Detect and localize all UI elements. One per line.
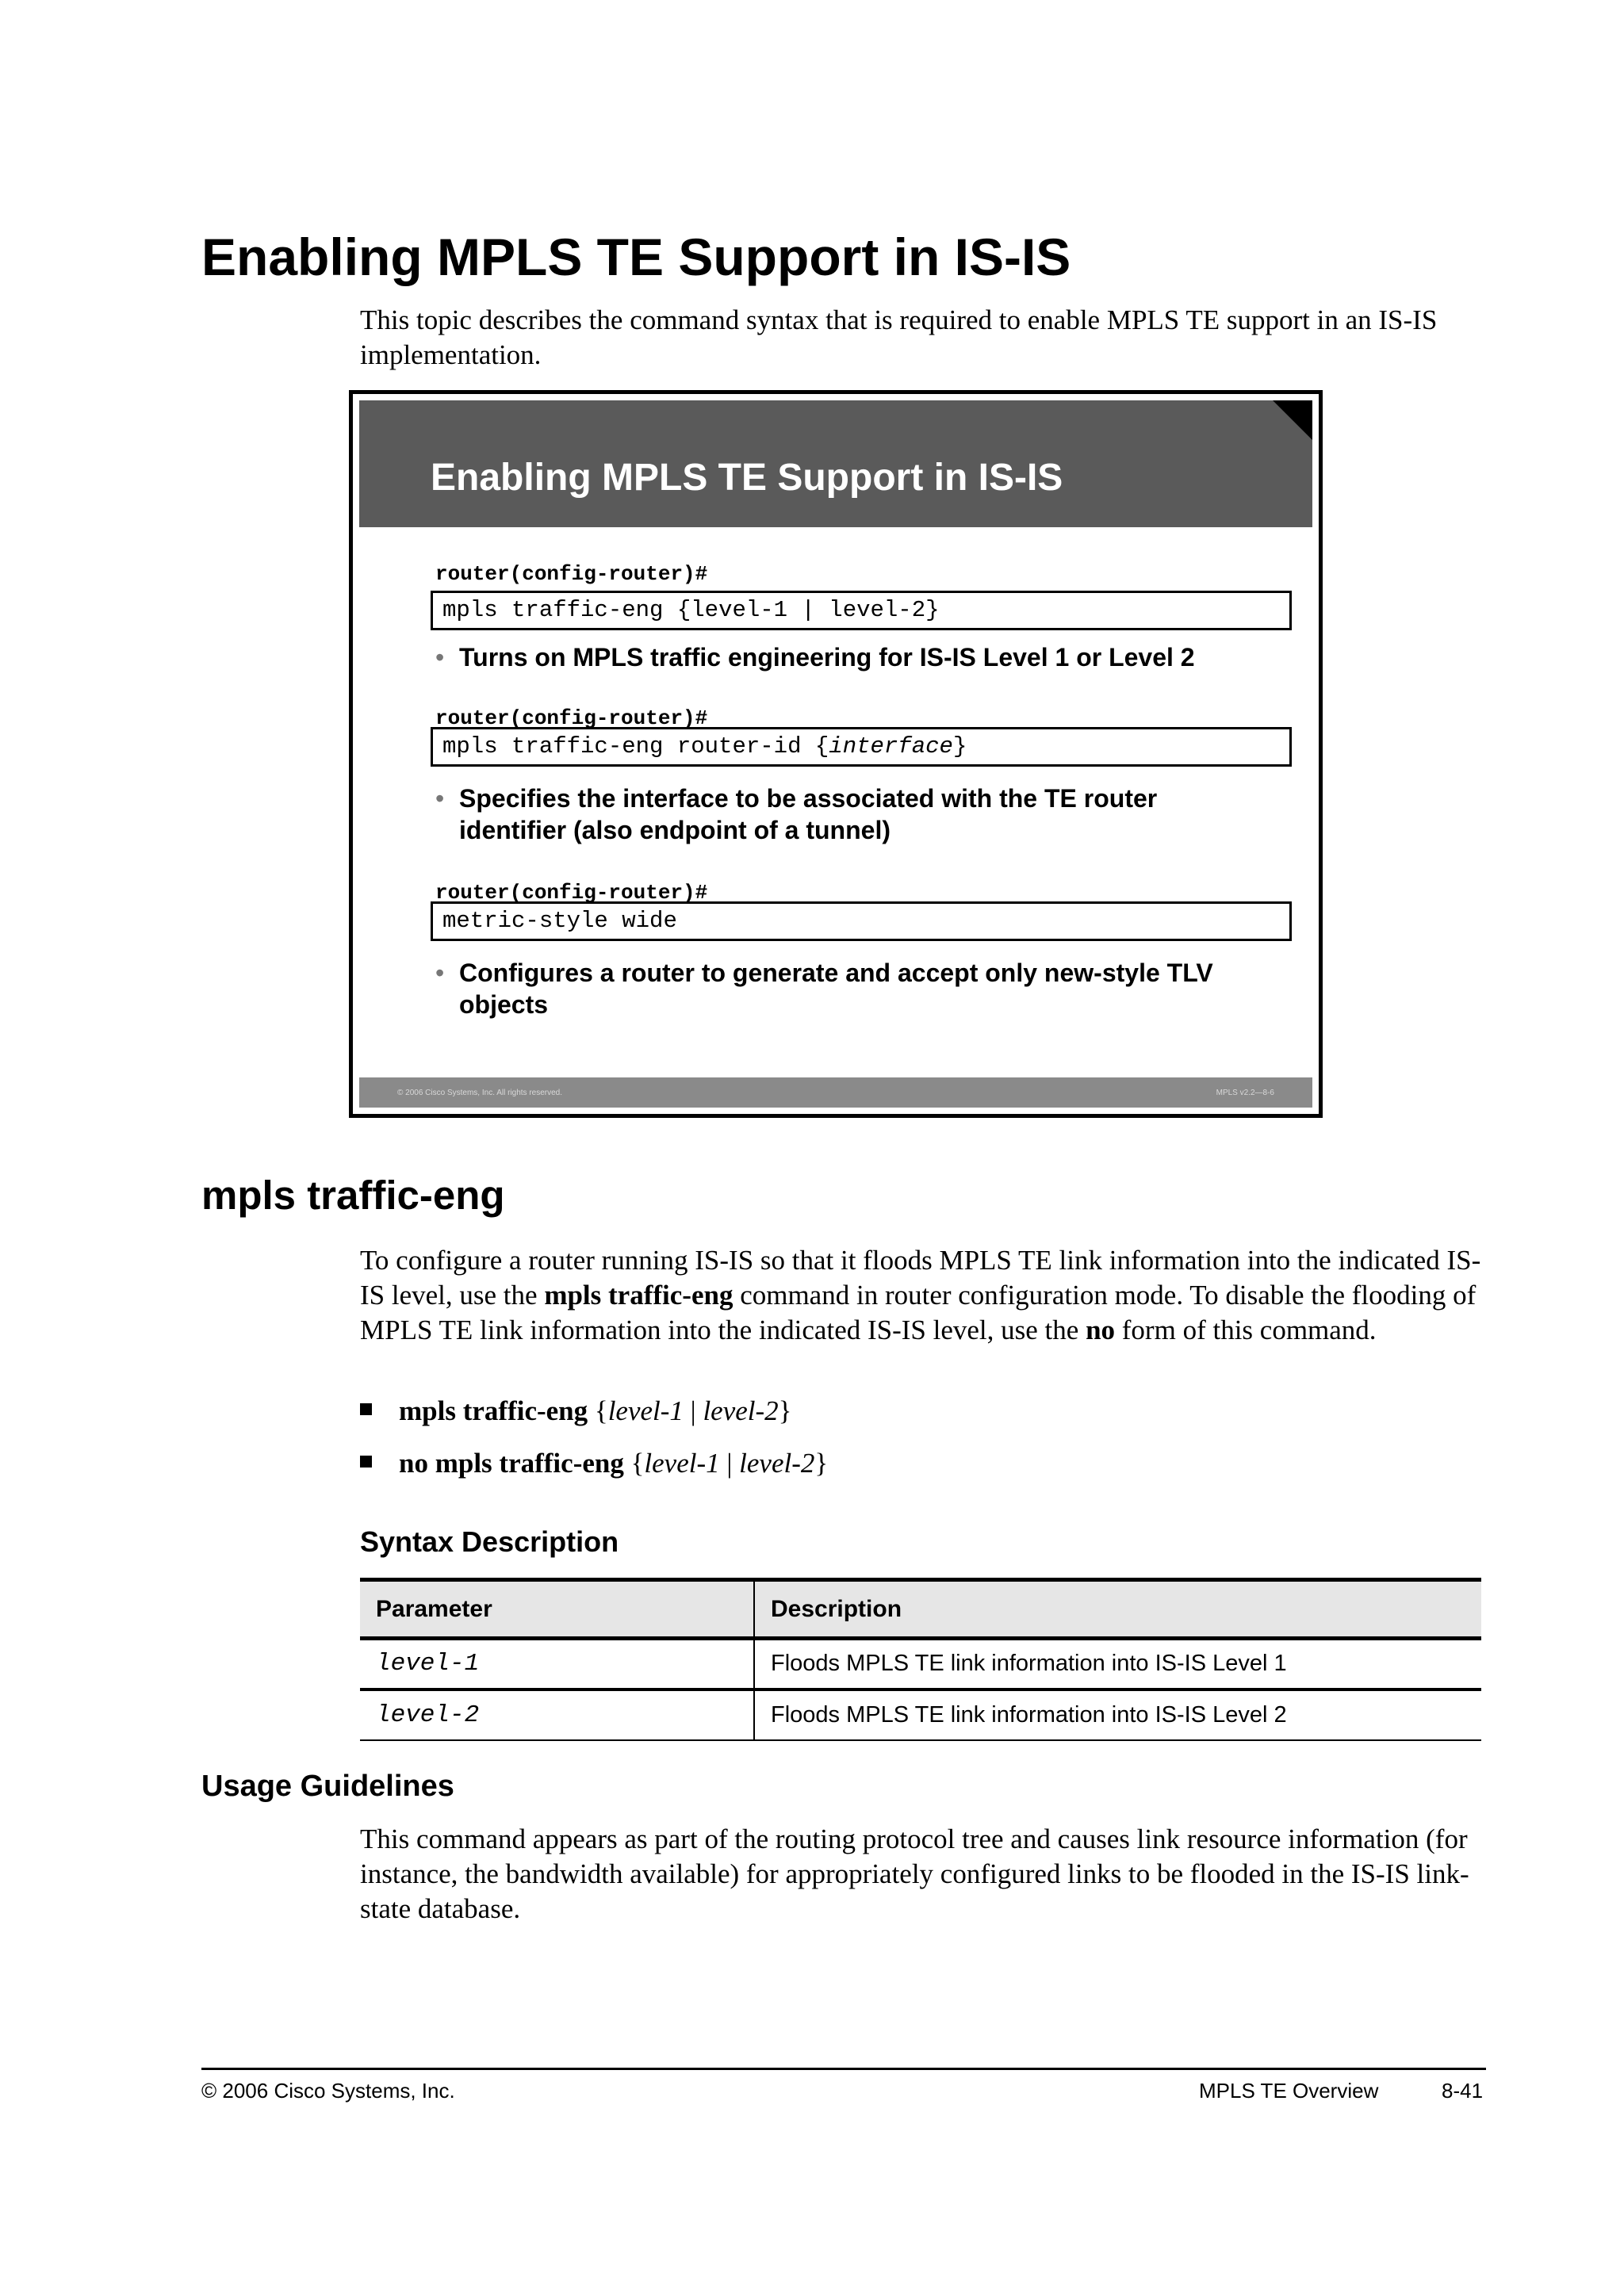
syntax-option: level-1 bbox=[644, 1448, 720, 1479]
footer-page-number: 8-41 bbox=[1442, 2079, 1484, 2103]
slide-number: MPLS v2.2—8-6 bbox=[1216, 1089, 1274, 1097]
description-cell: Floods MPLS TE link information into IS-IS Level 1 bbox=[754, 1639, 1481, 1689]
table-header-row bbox=[360, 1580, 1481, 1639]
slide-figure bbox=[349, 390, 1323, 1118]
paragraph-bold-command: mpls traffic-eng bbox=[544, 1280, 733, 1311]
square-bullet-icon bbox=[360, 1403, 372, 1415]
column-header: Description bbox=[754, 1580, 1481, 1639]
slide-corner-mark bbox=[1273, 400, 1312, 440]
parameter-cell: level-2 bbox=[360, 1689, 754, 1740]
syntax-command: no mpls traffic-eng bbox=[399, 1448, 624, 1479]
syntax-separator: | bbox=[683, 1395, 703, 1426]
command-text: mpls traffic-eng router-id bbox=[442, 733, 815, 760]
footer-section-title: MPLS TE Overview bbox=[1199, 2079, 1379, 2103]
usage-paragraph: This command appears as part of the routing protocol tree and causes link resource information (for instance, the bandwidth available) for appropriately configured links to be flooded in the IS-IS link-state database. bbox=[360, 1823, 1469, 1924]
syntax-separator: | bbox=[719, 1448, 740, 1479]
table-row bbox=[360, 1639, 1481, 1689]
column-header: Parameter bbox=[360, 1580, 754, 1639]
slide-bullet: • Configures a router to generate and accept only new-style TLV objects bbox=[435, 957, 1260, 1020]
footer-copyright: © 2006 Cisco Systems, Inc. bbox=[201, 2079, 455, 2103]
page-title: Enabling MPLS TE Support in IS-IS bbox=[201, 228, 1071, 286]
slide-copyright: © 2006 Cisco Systems, Inc. All rights reserved. bbox=[397, 1089, 563, 1097]
slide-command-box bbox=[431, 727, 1292, 767]
slide-bullet-text: Configures a router to generate and accept only new-style TLV objects bbox=[459, 959, 1213, 1019]
slide-bullet-text: Turns on MPLS traffic engineering for IS-IS Level 1 or Level 2 bbox=[459, 643, 1195, 672]
intro-paragraph: This topic describes the command syntax that is required to enable MPLS TE support in an IS-IS implementation. bbox=[360, 304, 1438, 370]
brace-open: { bbox=[623, 1448, 645, 1479]
syntax-table bbox=[360, 1578, 1481, 1741]
syntax-option: level-2 bbox=[703, 1395, 779, 1426]
command-text: mpls traffic-eng bbox=[442, 597, 677, 623]
command-options: {level-1 | level-2} bbox=[676, 597, 940, 623]
slide-prompt: router(config-router)# bbox=[435, 881, 708, 905]
slide-prompt: router(config-router)# bbox=[435, 706, 708, 730]
brace-close: } bbox=[814, 1448, 829, 1479]
paragraph-text: To configure a router running IS-IS so that it floods MPLS TE link information into the indicated IS-IS level, use the bbox=[360, 1245, 1481, 1311]
usage-heading: Usage Guidelines bbox=[201, 1770, 454, 1803]
square-bullet-icon bbox=[360, 1456, 372, 1468]
brace-open: { bbox=[814, 733, 829, 760]
slide-title: Enabling MPLS TE Support in IS-IS bbox=[431, 457, 1063, 499]
footer-rule bbox=[201, 2068, 1486, 2070]
command-text: metric-style wide bbox=[442, 908, 677, 934]
slide-footer-bar bbox=[359, 1077, 1312, 1108]
section-paragraph bbox=[360, 1243, 1486, 1348]
syntax-option: level-1 bbox=[607, 1395, 684, 1426]
section-title: mpls traffic-eng bbox=[201, 1173, 505, 1218]
slide-bullet-text: Specifies the interface to be associated with the TE router identifier (also endpoint of a tunnel) bbox=[459, 784, 1158, 844]
description-cell: Floods MPLS TE link information into IS-IS Level 2 bbox=[754, 1689, 1481, 1740]
slide-command-box bbox=[431, 591, 1292, 630]
parameter-cell: level-1 bbox=[360, 1639, 754, 1689]
paragraph-text: command in router configuration mode. To disable the flooding of MPLS TE link information into the indicated IS-IS level, use the bbox=[360, 1280, 1477, 1345]
syntax-command: mpls traffic-eng bbox=[399, 1395, 588, 1426]
slide-command-box bbox=[431, 901, 1292, 941]
brace-open: { bbox=[588, 1395, 608, 1426]
slide-bullet: • Turns on MPLS traffic engineering for IS-IS Level 1 or Level 2 bbox=[435, 641, 1260, 673]
command-argument: interface bbox=[829, 733, 953, 760]
syntax-heading: Syntax Description bbox=[360, 1525, 619, 1558]
paragraph-text: form of this command. bbox=[1115, 1314, 1377, 1345]
brace-close: } bbox=[778, 1395, 792, 1426]
syntax-option: level-2 bbox=[739, 1448, 815, 1479]
paragraph-bold-keyword: no bbox=[1086, 1314, 1116, 1345]
brace-close: } bbox=[952, 733, 967, 760]
slide-prompt: router(config-router)# bbox=[435, 562, 708, 586]
command-syntax-item bbox=[360, 1448, 828, 1479]
slide-bullet: • Specifies the interface to be associated with the TE router identifier (also endpoint of a tunnel) bbox=[435, 783, 1260, 846]
command-syntax-item bbox=[360, 1395, 791, 1427]
table-row bbox=[360, 1689, 1481, 1740]
